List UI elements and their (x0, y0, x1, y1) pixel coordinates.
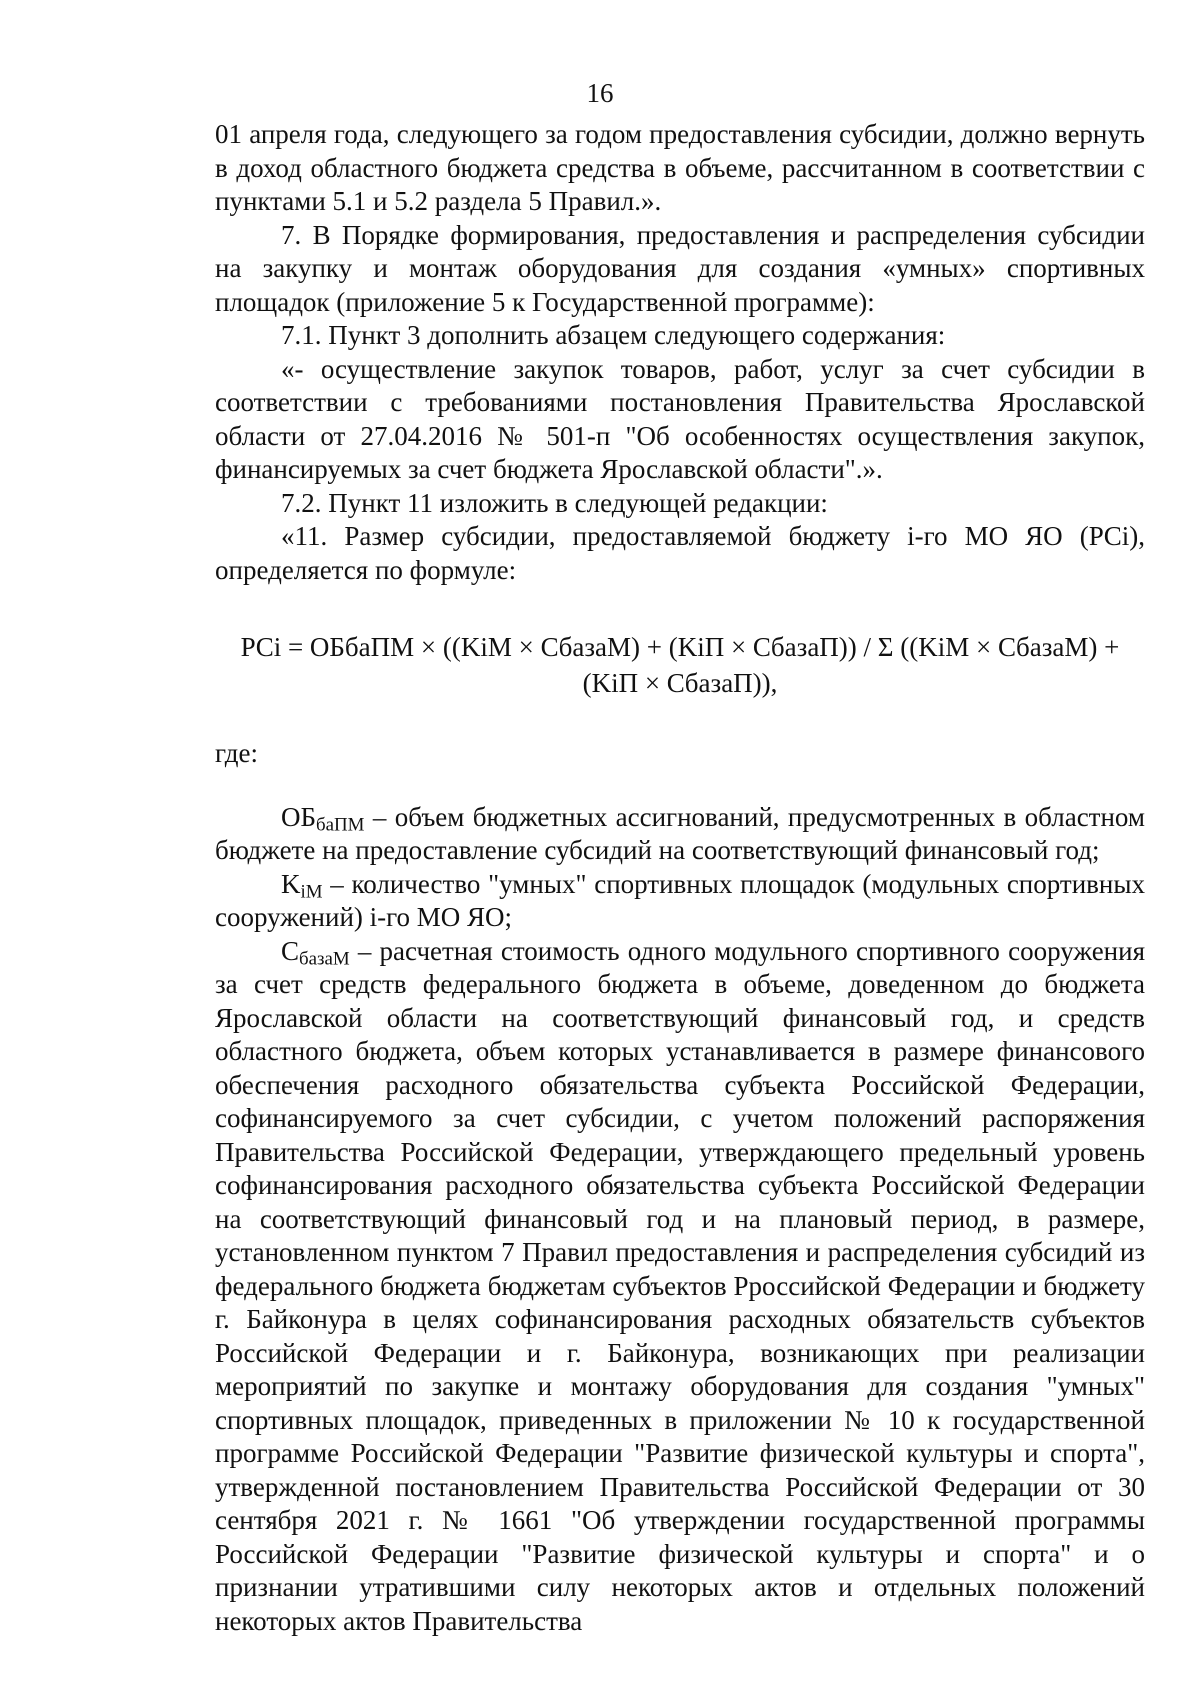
paragraph-item-7: 7. В Порядке формирования, предоставления и распределения субсидии на закупку и монтаж оборудования для создания «умных» спортивных площадок (приложение 5 к Государственной программе): (215, 219, 1145, 317)
definition-text: – расчетная стоимость одного модульного спортивного сооружения за счет средств федерального бюджета в объеме, доведенном до бюджета Ярославской области на соответствующий финансовый год, и средств областного бюджета, объем которых устанавливается в размере финансового обеспечения расходного обязательства субъекта Российской Федерации, софинансируемого за счет субсидии, с учетом положений распоряжения Правительства Российской Федерации, утверждающего предельный уровень софинансирования расходного обязательства субъекта Российской Федерации на соответствующий финансовый год и на плановый период, в размере, установленном пунктом 7 Правил предоставления и распределения субсидий из федерального бюджета бюджетам субъектов Рроссийской Федерации и бюджету г. Байконура в целях софинансирования расходных обязательств субъектов Российской Федерации и г. Байконура, возникающих при реализации мероприятий по закупке и монтажу оборудования для создания "умных" спортивных площадок, приведенных в приложении № 10 к государственной программе Российской Федерации "Развитие физической культуры и спорта", утвержденной постановлением Правительства Российской Федерации от 30 сентября 2021 г. № 1661 "Об утверждении государственной программы Российской Федерации "Развитие физической культуры и спорта" и о признании утратившими силу некоторых актов и отдельных положений некоторых актов Правительства (215, 935, 1145, 1636)
where-label: где: (215, 738, 258, 768)
definition-obpm (215, 801, 1145, 868)
definition-symbol: ОБ (281, 801, 317, 832)
paragraph-item-7-2: 7.2. Пункт 11 изложить в следующей редакции: (281, 487, 828, 518)
document-body (215, 118, 1145, 1638)
definition-symbol: C (281, 935, 300, 966)
paragraph-quoted-amendment: «- осуществление закупок товаров, работ, услуг за счет субсидии в соответствии с требованиями постановления Правительства Ярославской области от 27.04.2016 № 501-п "Об особенностях осуществления закупок, финансируемых за счет бюджета Ярославской области".». (215, 353, 1145, 484)
definition-subscript: iM (300, 881, 323, 903)
formula-line-1: PCi = ОБбаПМ × ((KiM × CбазаМ) + (KiП × CбазаП)) / Σ ((KiM × CбазаМ) + (240, 632, 1120, 662)
subsidy-formula (215, 629, 1145, 701)
definition-subscript: базаМ (299, 948, 350, 970)
paragraph-item-11: «11. Размер субсидии, предоставляемой бюджету i-го МО ЯО (PCi), определяется по формуле: (215, 521, 1145, 585)
definition-kim (215, 868, 1145, 935)
definition-text: – количество "умных" спортивных площадок (модульных спортивных сооружений) i-го МО ЯО; (215, 868, 1145, 932)
paragraph-continuation: 01 апреля года, следующего за годом предоставления субсидии, должно вернуть в доход областного бюджета средства в объеме, рассчитанном в соответствии с пунктами 5.1 и 5.2 раздела 5 Правил.». (215, 119, 1145, 216)
formula-line-2: (KiП × CбазаП)), (582, 668, 778, 698)
definition-subscript: баПМ (316, 814, 365, 836)
definition-cbazam (215, 935, 1145, 1639)
page-number: 16 (586, 78, 614, 108)
paragraph-item-7-1: 7.1. Пункт 3 дополнить абзацем следующего содержания: (281, 320, 946, 350)
definition-text: – объем бюджетных ассигнований, предусмотренных в областном бюджете на предоставление субсидий на соответствующий финансовый год; (215, 801, 1145, 865)
definition-symbol: K (281, 868, 301, 899)
